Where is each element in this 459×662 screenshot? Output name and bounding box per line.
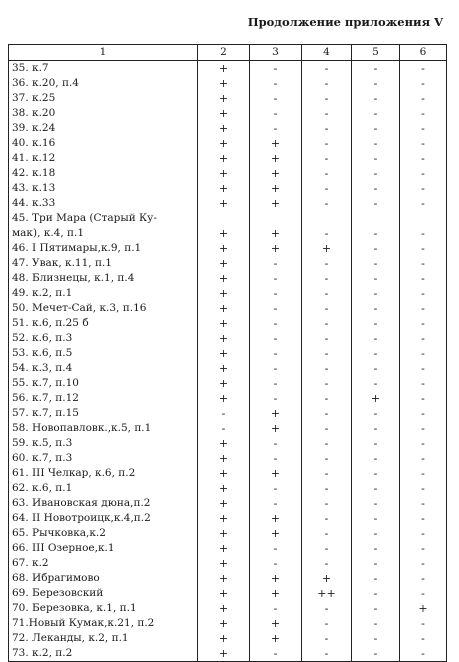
mark-cell-col4: - — [302, 361, 352, 376]
mark-cell-col2: + — [198, 541, 250, 556]
mark-cell-col3: - — [250, 361, 302, 376]
site-name-cell: 56. к.7, п.12 — [9, 391, 198, 406]
mark-cell-col4: - — [302, 646, 352, 662]
mark-cell-col6: - — [400, 151, 447, 166]
mark-cell-col3: - — [250, 271, 302, 286]
mark-cell-col5: - — [352, 496, 400, 511]
mark-cell-col2: + — [198, 106, 250, 121]
mark-cell-col6: - — [400, 241, 447, 256]
table-row — [9, 91, 447, 106]
mark-cell-col3: + — [250, 466, 302, 481]
mark-cell-col4 — [302, 211, 352, 226]
mark-cell-col4: - — [302, 466, 352, 481]
mark-cell-col2: + — [198, 586, 250, 601]
mark-cell-col4: - — [302, 616, 352, 631]
table-body — [9, 61, 447, 662]
mark-cell-col3: - — [250, 301, 302, 316]
mark-cell-col5: - — [352, 196, 400, 211]
mark-cell-col4: ++ — [302, 586, 352, 601]
table-row — [9, 211, 447, 226]
table-row — [9, 406, 447, 421]
data-table — [8, 44, 447, 662]
mark-cell-col5: - — [352, 631, 400, 646]
mark-cell-col5: - — [352, 601, 400, 616]
mark-cell-col2: + — [198, 136, 250, 151]
mark-cell-col3: - — [250, 391, 302, 406]
mark-cell-col2: + — [198, 631, 250, 646]
site-name-cell: 68. Ибрагимово — [9, 571, 198, 586]
mark-cell-col2: + — [198, 616, 250, 631]
mark-cell-col3: - — [250, 76, 302, 91]
mark-cell-col6 — [400, 211, 447, 226]
mark-cell-col2: + — [198, 646, 250, 662]
mark-cell-col6: - — [400, 466, 447, 481]
mark-cell-col2: + — [198, 226, 250, 241]
mark-cell-col4: - — [302, 511, 352, 526]
table-row — [9, 76, 447, 91]
mark-cell-col3: + — [250, 406, 302, 421]
table-row — [9, 316, 447, 331]
mark-cell-col2: + — [198, 511, 250, 526]
mark-cell-col4: - — [302, 286, 352, 301]
mark-cell-col4: - — [302, 406, 352, 421]
mark-cell-col5: - — [352, 511, 400, 526]
mark-cell-col5: - — [352, 121, 400, 136]
mark-cell-col6: - — [400, 496, 447, 511]
site-name-cell: 72. Леканды, к.2, п.1 — [9, 631, 198, 646]
mark-cell-col2: + — [198, 196, 250, 211]
mark-cell-col3: - — [250, 91, 302, 106]
mark-cell-col3: + — [250, 511, 302, 526]
mark-cell-col2: + — [198, 256, 250, 271]
table-row — [9, 166, 447, 181]
mark-cell-col5: - — [352, 316, 400, 331]
column-header: 6 — [400, 45, 447, 61]
mark-cell-col6: - — [400, 271, 447, 286]
mark-cell-col4: - — [302, 556, 352, 571]
mark-cell-col2: + — [198, 76, 250, 91]
mark-cell-col6: - — [400, 166, 447, 181]
site-name-cell: 49. к.2, п.1 — [9, 286, 198, 301]
mark-cell-col2: + — [198, 451, 250, 466]
site-name-cell: 64. II Новотроицк,к.4,п.2 — [9, 511, 198, 526]
column-header: 3 — [250, 45, 302, 61]
mark-cell-col5: - — [352, 526, 400, 541]
mark-cell-col4: - — [302, 166, 352, 181]
mark-cell-col5: - — [352, 151, 400, 166]
site-name-cell: 69. Березовский — [9, 586, 198, 601]
mark-cell-col4: - — [302, 376, 352, 391]
mark-cell-col3: - — [250, 541, 302, 556]
mark-cell-col3: - — [250, 346, 302, 361]
mark-cell-col5: - — [352, 481, 400, 496]
mark-cell-col3: - — [250, 316, 302, 331]
table-row — [9, 466, 447, 481]
mark-cell-col3: + — [250, 136, 302, 151]
header-row — [9, 45, 447, 61]
mark-cell-col2: - — [198, 406, 250, 421]
mark-cell-col2: + — [198, 436, 250, 451]
table-row — [9, 271, 447, 286]
mark-cell-col4: - — [302, 436, 352, 451]
mark-cell-col4: - — [302, 181, 352, 196]
table-row — [9, 376, 447, 391]
mark-cell-col5: - — [352, 271, 400, 286]
mark-cell-col5: - — [352, 421, 400, 436]
mark-cell-col2: + — [198, 181, 250, 196]
site-name-cell: 45. Три Мара (Старый Ку- — [9, 211, 198, 226]
table-row — [9, 121, 447, 136]
table-row — [9, 601, 447, 616]
mark-cell-col3: + — [250, 166, 302, 181]
site-name-cell: 57. к.7, п.15 — [9, 406, 198, 421]
mark-cell-col3: - — [250, 451, 302, 466]
table-row — [9, 301, 447, 316]
mark-cell-col6: - — [400, 301, 447, 316]
mark-cell-col4: + — [302, 571, 352, 586]
site-name-cell: 58. Новопавловк.,к.5, п.1 — [9, 421, 198, 436]
site-name-cell: 50. Мечет-Сай, к.3, п.16 — [9, 301, 198, 316]
mark-cell-col3: - — [250, 121, 302, 136]
mark-cell-col5: - — [352, 106, 400, 121]
table-row — [9, 196, 447, 211]
mark-cell-col3: + — [250, 616, 302, 631]
mark-cell-col5 — [352, 211, 400, 226]
mark-cell-col6: + — [400, 601, 447, 616]
table-row — [9, 286, 447, 301]
mark-cell-col2: + — [198, 481, 250, 496]
mark-cell-col3: - — [250, 256, 302, 271]
mark-cell-col2: + — [198, 316, 250, 331]
mark-cell-col2: + — [198, 556, 250, 571]
mark-cell-col5: - — [352, 436, 400, 451]
mark-cell-col6: - — [400, 541, 447, 556]
mark-cell-col3: - — [250, 496, 302, 511]
mark-cell-col6: - — [400, 316, 447, 331]
table-row — [9, 421, 447, 436]
mark-cell-col6: - — [400, 196, 447, 211]
mark-cell-col5: - — [352, 166, 400, 181]
mark-cell-col6: - — [400, 106, 447, 121]
mark-cell-col3 — [250, 211, 302, 226]
mark-cell-col5: - — [352, 76, 400, 91]
table-row — [9, 106, 447, 121]
column-header: 5 — [352, 45, 400, 61]
mark-cell-col4: - — [302, 331, 352, 346]
mark-cell-col2: - — [198, 421, 250, 436]
site-name-cell: 40. к.16 — [9, 136, 198, 151]
mark-cell-col3: + — [250, 586, 302, 601]
mark-cell-col2: + — [198, 151, 250, 166]
site-name-cell: 48. Близнецы, к.1, п.4 — [9, 271, 198, 286]
table-row — [9, 451, 447, 466]
table-row — [9, 241, 447, 256]
mark-cell-col2: + — [198, 496, 250, 511]
mark-cell-col4: - — [302, 256, 352, 271]
site-name-cell: 44. к.33 — [9, 196, 198, 211]
table-row — [9, 571, 447, 586]
mark-cell-col6: - — [400, 451, 447, 466]
site-name-cell: 54. к.3, п.4 — [9, 361, 198, 376]
mark-cell-col6: - — [400, 571, 447, 586]
mark-cell-col4: - — [302, 421, 352, 436]
page-title: Продолжение приложения V — [247, 15, 443, 29]
mark-cell-col6: - — [400, 61, 447, 77]
mark-cell-col5: - — [352, 301, 400, 316]
mark-cell-col2: + — [198, 391, 250, 406]
mark-cell-col2: + — [198, 466, 250, 481]
mark-cell-col4: - — [302, 631, 352, 646]
mark-cell-col6: - — [400, 226, 447, 241]
mark-cell-col3: + — [250, 571, 302, 586]
mark-cell-col4: - — [302, 76, 352, 91]
site-name-cell: 59. к.5, п.3 — [9, 436, 198, 451]
mark-cell-col4: - — [302, 226, 352, 241]
mark-cell-col6: - — [400, 121, 447, 136]
mark-cell-col2: + — [198, 166, 250, 181]
mark-cell-col4: - — [302, 391, 352, 406]
mark-cell-col6: - — [400, 421, 447, 436]
table-row — [9, 496, 447, 511]
mark-cell-col6: - — [400, 436, 447, 451]
site-name-cell: 71.Новый Кумак,к.21, п.2 — [9, 616, 198, 631]
site-name-cell: 42. к.18 — [9, 166, 198, 181]
mark-cell-col3: - — [250, 646, 302, 662]
mark-cell-col6: - — [400, 481, 447, 496]
mark-cell-col5: - — [352, 541, 400, 556]
mark-cell-col4: - — [302, 301, 352, 316]
mark-cell-col2: + — [198, 601, 250, 616]
table-row — [9, 61, 447, 77]
mark-cell-col5: - — [352, 556, 400, 571]
site-name-cell: 52. к.6, п.3 — [9, 331, 198, 346]
mark-cell-col3: + — [250, 526, 302, 541]
site-name-cell: 39. к.24 — [9, 121, 198, 136]
mark-cell-col6: - — [400, 256, 447, 271]
mark-cell-col3: - — [250, 556, 302, 571]
mark-cell-col6: - — [400, 91, 447, 106]
site-name-cell: 47. Увак, к.11, п.1 — [9, 256, 198, 271]
site-name-cell: 53. к.6, п.5 — [9, 346, 198, 361]
mark-cell-col4: - — [302, 151, 352, 166]
mark-cell-col5: - — [352, 376, 400, 391]
mark-cell-col3: + — [250, 196, 302, 211]
mark-cell-col2: + — [198, 331, 250, 346]
table-row — [9, 331, 447, 346]
table-row — [9, 151, 447, 166]
mark-cell-col3: - — [250, 331, 302, 346]
mark-cell-col6: - — [400, 511, 447, 526]
table-row — [9, 616, 447, 631]
mark-cell-col4: - — [302, 61, 352, 77]
mark-cell-col4: - — [302, 136, 352, 151]
mark-cell-col3: - — [250, 106, 302, 121]
mark-cell-col4: - — [302, 91, 352, 106]
site-name-cell: 35. к.7 — [9, 61, 198, 77]
mark-cell-col2: + — [198, 376, 250, 391]
mark-cell-col3: - — [250, 61, 302, 77]
site-name-cell: 43. к.13 — [9, 181, 198, 196]
site-name-cell: 46. I Пятимары,к.9, п.1 — [9, 241, 198, 256]
mark-cell-col5: - — [352, 406, 400, 421]
mark-cell-col5: - — [352, 466, 400, 481]
mark-cell-col6: - — [400, 181, 447, 196]
mark-cell-col5: - — [352, 331, 400, 346]
mark-cell-col2: + — [198, 346, 250, 361]
mark-cell-col4: - — [302, 541, 352, 556]
mark-cell-col4: - — [302, 481, 352, 496]
mark-cell-col6: - — [400, 346, 447, 361]
mark-cell-col4: - — [302, 271, 352, 286]
table-row — [9, 136, 447, 151]
site-name-cell: 41. к.12 — [9, 151, 198, 166]
column-header: 2 — [198, 45, 250, 61]
mark-cell-col3: + — [250, 421, 302, 436]
mark-cell-col4: - — [302, 496, 352, 511]
mark-cell-col6: - — [400, 286, 447, 301]
mark-cell-col6: - — [400, 631, 447, 646]
site-name-cell: 37. к.25 — [9, 91, 198, 106]
table-row — [9, 556, 447, 571]
table-row — [9, 391, 447, 406]
mark-cell-col2: + — [198, 361, 250, 376]
mark-cell-col4: - — [302, 121, 352, 136]
mark-cell-col5: - — [352, 241, 400, 256]
mark-cell-col6: - — [400, 331, 447, 346]
mark-cell-col4: - — [302, 526, 352, 541]
table-row — [9, 361, 447, 376]
mark-cell-col3: - — [250, 601, 302, 616]
mark-cell-col3: - — [250, 436, 302, 451]
table-row — [9, 346, 447, 361]
mark-cell-col4: - — [302, 316, 352, 331]
mark-cell-col6: - — [400, 76, 447, 91]
mark-cell-col2: + — [198, 271, 250, 286]
mark-cell-col4: - — [302, 451, 352, 466]
mark-cell-col5: - — [352, 226, 400, 241]
site-name-cell: 60. к.7, п.3 — [9, 451, 198, 466]
mark-cell-col4: - — [302, 196, 352, 211]
mark-cell-col6: - — [400, 646, 447, 662]
mark-cell-col4: - — [302, 346, 352, 361]
mark-cell-col2: + — [198, 121, 250, 136]
mark-cell-col5: - — [352, 646, 400, 662]
table-row — [9, 586, 447, 601]
site-name-cell: 67. к.2 — [9, 556, 198, 571]
mark-cell-col5: - — [352, 586, 400, 601]
mark-cell-col3: + — [250, 631, 302, 646]
table-row — [9, 436, 447, 451]
mark-cell-col2: + — [198, 91, 250, 106]
table-row — [9, 481, 447, 496]
mark-cell-col6: - — [400, 616, 447, 631]
site-name-cell: 63. Ивановская дюна,п.2 — [9, 496, 198, 511]
mark-cell-col5: - — [352, 361, 400, 376]
table-header — [9, 45, 447, 61]
site-name-cell: 51. к.6, п.25 б — [9, 316, 198, 331]
site-name-cell: 65. Рычковка,к.2 — [9, 526, 198, 541]
mark-cell-col2: + — [198, 301, 250, 316]
mark-cell-col2: + — [198, 241, 250, 256]
table-row — [9, 181, 447, 196]
mark-cell-col4: - — [302, 601, 352, 616]
mark-cell-col5: - — [352, 451, 400, 466]
mark-cell-col5: + — [352, 391, 400, 406]
mark-cell-col3: - — [250, 376, 302, 391]
mark-cell-col6: - — [400, 556, 447, 571]
table-row — [9, 541, 447, 556]
mark-cell-col6: - — [400, 586, 447, 601]
site-name-cell: 55. к.7, п.10 — [9, 376, 198, 391]
mark-cell-col5: - — [352, 91, 400, 106]
mark-cell-col5: - — [352, 616, 400, 631]
site-name-cell: 73. к.2, п.2 — [9, 646, 198, 662]
mark-cell-col6: - — [400, 406, 447, 421]
table-row — [9, 631, 447, 646]
column-header: 1 — [9, 45, 198, 61]
site-name-cell: 70. Березовка, к.1, п.1 — [9, 601, 198, 616]
site-name-cell: 66. III Озерное,к.1 — [9, 541, 198, 556]
table-row — [9, 511, 447, 526]
mark-cell-col3: + — [250, 181, 302, 196]
site-name-cell: 61. III Челкар, к.6, п.2 — [9, 466, 198, 481]
mark-cell-col4: - — [302, 106, 352, 121]
mark-cell-col4: + — [302, 241, 352, 256]
table-row — [9, 256, 447, 271]
site-name-cell: 38. к.20 — [9, 106, 198, 121]
table-row — [9, 526, 447, 541]
mark-cell-col5: - — [352, 571, 400, 586]
table-row — [9, 226, 447, 241]
mark-cell-col5: - — [352, 256, 400, 271]
mark-cell-col6: - — [400, 376, 447, 391]
mark-cell-col5: - — [352, 346, 400, 361]
mark-cell-col6: - — [400, 391, 447, 406]
mark-cell-col3: + — [250, 241, 302, 256]
mark-cell-col2: + — [198, 286, 250, 301]
mark-cell-col5: - — [352, 286, 400, 301]
mark-cell-col3: + — [250, 226, 302, 241]
mark-cell-col5: - — [352, 61, 400, 77]
mark-cell-col6: - — [400, 136, 447, 151]
mark-cell-col5: - — [352, 181, 400, 196]
mark-cell-col2: + — [198, 61, 250, 77]
mark-cell-col3: - — [250, 481, 302, 496]
column-header: 4 — [302, 45, 352, 61]
mark-cell-col3: - — [250, 286, 302, 301]
mark-cell-col2: + — [198, 526, 250, 541]
site-name-cell: 62. к.6, п.1 — [9, 481, 198, 496]
site-name-cell: мак), к.4, п.1 — [9, 226, 198, 241]
table-row — [9, 646, 447, 662]
site-name-cell: 36. к.20, п.4 — [9, 76, 198, 91]
mark-cell-col5: - — [352, 136, 400, 151]
mark-cell-col6: - — [400, 526, 447, 541]
mark-cell-col3: + — [250, 151, 302, 166]
mark-cell-col6: - — [400, 361, 447, 376]
mark-cell-col2: + — [198, 571, 250, 586]
mark-cell-col2 — [198, 211, 250, 226]
